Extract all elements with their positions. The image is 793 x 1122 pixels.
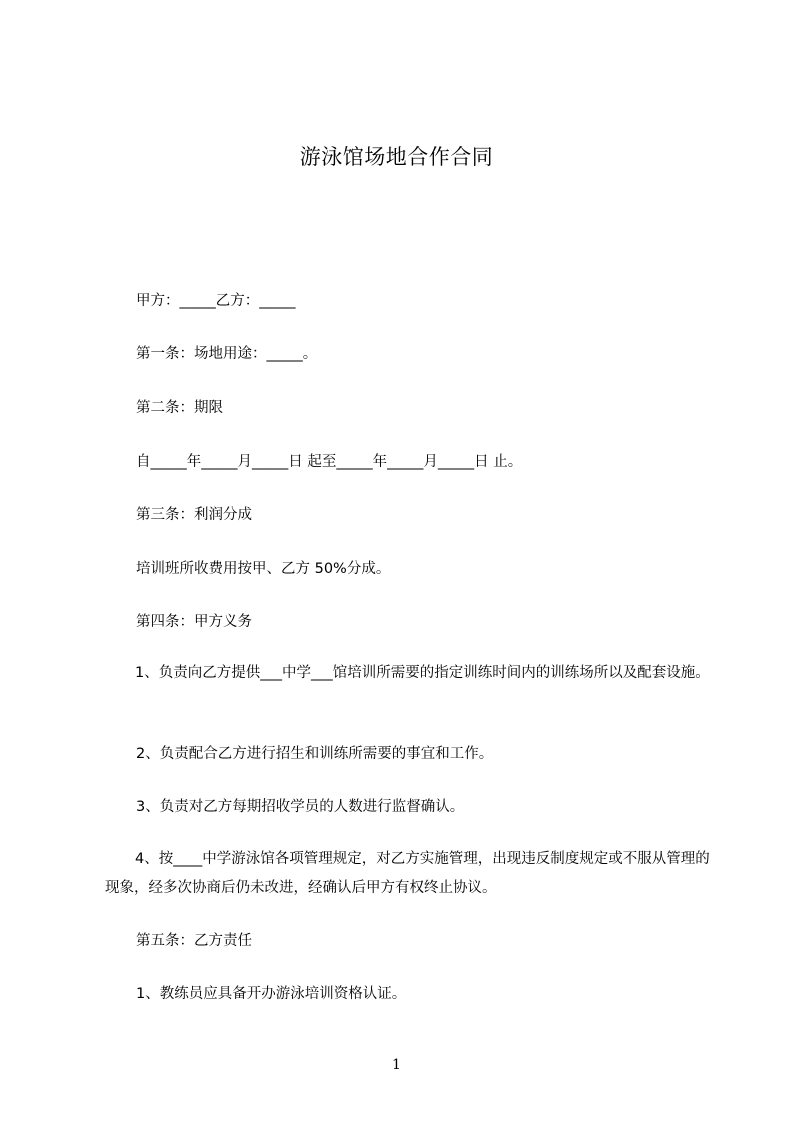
article-1: 第一条：场地用途：_____。 bbox=[136, 346, 318, 362]
article-4-heading: 第四条：甲方义务 bbox=[136, 614, 252, 630]
article-4-item-2: 2、负责配合乙方进行招生和训练所需要的事宜和工作。 bbox=[136, 746, 494, 762]
article-4-item-3: 3、负责对乙方每期招收学员的人数进行监督确认。 bbox=[136, 799, 465, 815]
page-number: 1 bbox=[392, 1057, 401, 1073]
article-4-item-4-text: 4、按____中学游泳馆各项管理规定，对乙方实施管理，出现违反制度规定或不服从管理的现象，经多次协商后仍未改进，经确认后甲方有权终止协议。 bbox=[105, 851, 710, 896]
article-3-heading: 第三条：利润分成 bbox=[136, 507, 252, 523]
document-title: 游泳馆场地合作合同 bbox=[299, 145, 494, 169]
article-2-heading: 第二条：期限 bbox=[136, 400, 223, 416]
article-4-item-4 bbox=[105, 845, 715, 903]
article-2-term: 自_____年_____月_____日 起至_____年_____月_____日 止。 bbox=[136, 454, 523, 470]
parties-line: 甲方：_____乙方：_____ bbox=[136, 293, 296, 309]
article-5-item-1: 1、教练员应具备开办游泳培训资格认证。 bbox=[136, 986, 407, 1002]
article-5-heading: 第五条：乙方责任 bbox=[136, 933, 252, 949]
article-3-body: 培训班所收费用按甲、乙方 50%分成。 bbox=[136, 561, 391, 577]
article-4-item-1 bbox=[105, 659, 715, 688]
article-4-item-1-text: 1、负责向乙方提供___中学___馆培训所需要的指定训练时间内的训练场所以及配套设施。 bbox=[135, 665, 710, 681]
